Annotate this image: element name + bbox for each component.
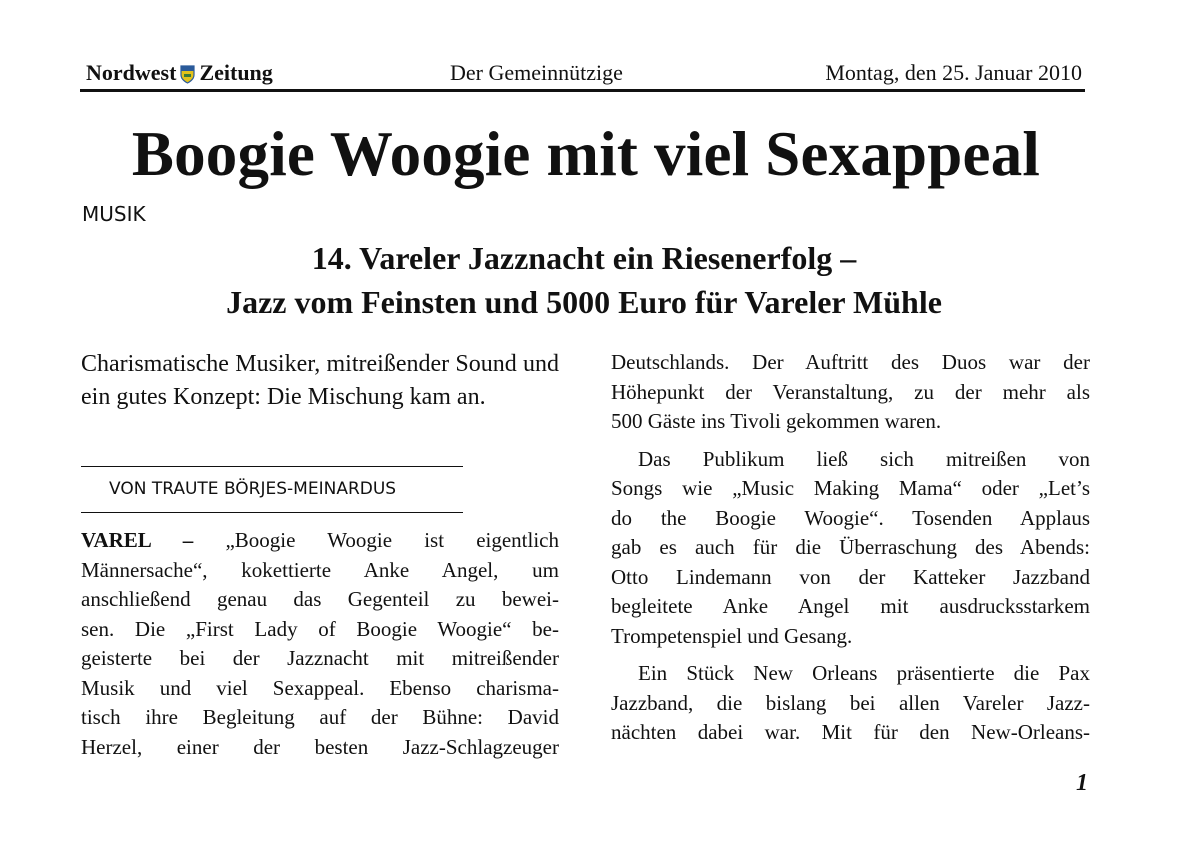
newspaper-name-part2: Zeitung: [199, 60, 273, 85]
article-headline: Boogie Woogie mit viel Sexappeal: [131, 119, 1041, 189]
subhead-line-2: Jazz vom Feinsten und 5000 Euro für Vareler Mühle: [226, 284, 942, 320]
dateline: VAREL –: [81, 528, 194, 552]
column-1-line: Herzel, einer der besten Jazz-Schlagzeuger: [81, 734, 559, 759]
masthead: [80, 56, 1085, 92]
column-1-line: anschließend genau das Gegenteil zu bewei-: [81, 587, 559, 611]
column-2-line: nächten dabei war. Mit für den New-Orleans-: [611, 720, 1090, 744]
column-1-line: [81, 526, 559, 556]
column-1-line: tisch ihre Begleitung auf der Bühne: David: [81, 705, 559, 729]
column-1: [81, 348, 560, 759]
column-2-line: Jazzband, die bislang bei allen Vareler Jazz-: [611, 690, 1090, 715]
column-2-line: 500 Gäste ins Tivoli gekommen waren.: [611, 409, 942, 433]
paragraph-3: [611, 659, 1090, 748]
paragraph-1: [611, 348, 1090, 437]
column-1-line-text: „Boogie Woogie ist eigentlich: [225, 528, 560, 552]
column-2-line: Deutschlands. Der Auftritt des Duos war der: [611, 350, 1090, 374]
column-2-line: Ein Stück New Orleans präsentierte die Pax: [638, 661, 1090, 685]
coat-of-arms-icon: [180, 64, 195, 83]
issue-date: Montag, den 25. Januar 2010: [825, 60, 1082, 85]
column-1-line: Musik und viel Sexappeal. Ebenso charisma-: [81, 675, 559, 700]
section-kicker: MUSIK: [82, 202, 146, 226]
column-2-line: do the Boogie Woogie“. Tosenden Applaus: [611, 505, 1090, 530]
section-name: Der Gemeinnützige: [450, 60, 623, 85]
byline-box: [81, 466, 463, 513]
subhead-line-1: 14. Vareler Jazznacht ein Riesenerfolg –: [311, 240, 857, 276]
column-2: [611, 348, 1090, 748]
column-2-line: begleitete Anke Angel mit ausdrucksstarkem: [611, 594, 1090, 618]
column-2-line: Das Publikum ließ sich mitreißen von: [638, 446, 1090, 471]
column-1-line: sen. Die „First Lady of Boogie Woogie“ be-: [81, 616, 559, 641]
paragraph-2: [611, 445, 1090, 652]
column-1-body: [81, 526, 559, 762]
column-2-line: Höhepunkt der Veranstaltung, zu der mehr als: [611, 379, 1090, 404]
author-byline: VON TRAUTE BÖRJES-MEINARDUS: [109, 479, 397, 499]
page-number: 1: [1076, 770, 1088, 796]
column-2-line: Trompetenspiel und Gesang.: [611, 623, 853, 648]
newspaper-name-part1: Nordwest: [86, 60, 177, 85]
newspaper-name: [86, 60, 273, 86]
column-1-line: geisterte bei der Jazznacht mit mitreißender: [81, 646, 559, 670]
column-2-line: Otto Lindemann von der Katteker Jazzband: [611, 564, 1090, 589]
column-2-line: Songs wie „Music Making Mama“ oder „Let’s: [611, 476, 1090, 500]
column-2-line: gab es auch für die Überraschung des Abends:: [611, 535, 1090, 559]
article-lead: Charismatische Musiker, mitreißender Sound und ein gutes Konzept: Die Mischung kam an.: [81, 351, 559, 410]
article-subhead: [0, 236, 1168, 324]
column-1-line: Männersache“, kokettierte Anke Angel, um: [81, 557, 559, 582]
